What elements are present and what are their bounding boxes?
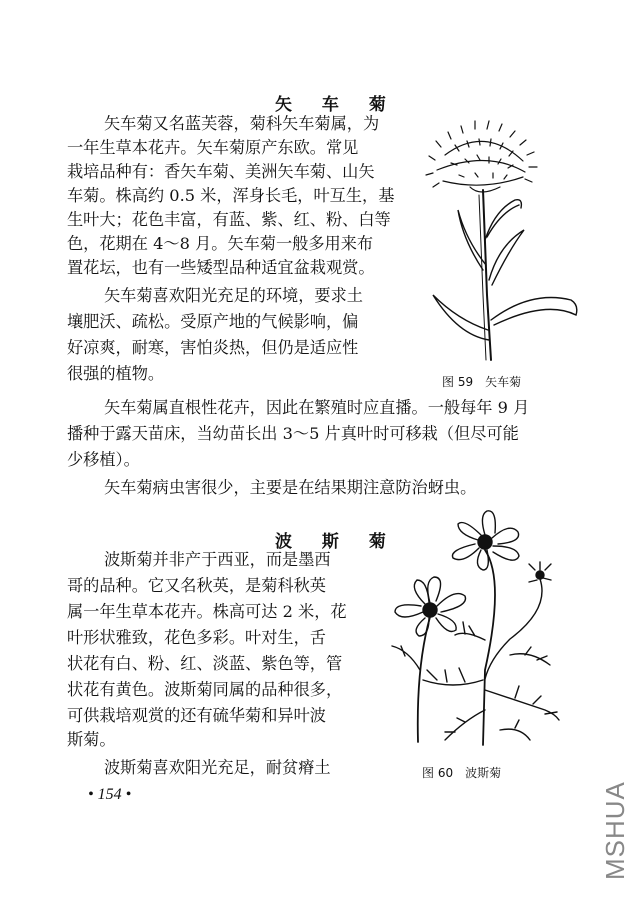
paragraph-line: 可供栽培观赏的还有硫华菊和异叶波	[67, 706, 326, 725]
paragraph-line: 属一年生草本花卉。株高可达 2 米，花	[67, 602, 347, 621]
paragraph-line: 矢车菊属直根性花卉，因此在繁殖时应直播。一般每年 9 月	[104, 398, 530, 417]
paragraph-line: 少移植）。	[67, 450, 140, 469]
watermark: MSHUA	[600, 781, 630, 880]
paragraph-line: 矢车菊喜欢阳光充足的环境，要求土	[104, 286, 363, 305]
paragraph-line: 置花坛，也有一些矮型品种适宜盆栽观赏。	[67, 258, 375, 277]
paragraph-line: 状花有白、粉、红、淡蓝、紫色等，管	[67, 654, 343, 673]
paragraph-line: 车菊。株高约 0.5 米，浑身长毛，叶互生，基	[67, 186, 395, 205]
paragraph-line: 好凉爽，耐寒，害怕炎热，但仍是适应性	[67, 338, 359, 357]
cosmos-illustration-icon	[385, 510, 580, 755]
figure-caption-59: 图 59 矢车菊	[442, 375, 522, 389]
paragraph-line: 色，花期在 4～8 月。矢车菊一般多用来布	[67, 234, 374, 253]
paragraph-line: 哥的品种。它又名秋英，是菊科秋英	[67, 576, 326, 595]
paragraph-line: 斯菊。	[67, 730, 116, 749]
paragraph-line: 壤肥沃、疏松。受原产地的气候影响，偏	[67, 312, 359, 331]
paragraph-line: 播种于露天苗床，当幼苗长出 3～5 片真叶时可移栽（但尽可能	[67, 424, 519, 443]
paragraph-line: 状花有黄色。波斯菊同属的品种很多，	[67, 680, 343, 699]
paragraph-line: 波斯菊喜欢阳光充足，耐贫瘠土	[104, 758, 331, 777]
paragraph-line: 叶形状雅致，花色多彩。叶对生，舌	[67, 628, 326, 647]
paragraph-line: 一年生草本花卉。矢车菊原产东欧。常见	[67, 138, 359, 157]
paragraph-line: 很强的植物。	[67, 364, 165, 383]
section-title-cornflower: 矢 车 菊	[275, 95, 398, 115]
paragraph-line: 矢车菊又名蓝芙蓉，菊科矢车菊属，为	[104, 114, 380, 133]
paragraph-line: 生叶大；花色丰富，有蓝、紫、红、粉、白等	[67, 210, 391, 229]
figure-caption-60: 图 60 波斯菊	[422, 766, 502, 780]
cornflower-illustration-icon	[415, 115, 585, 365]
section-title-cosmos: 波 斯 菊	[275, 532, 398, 552]
paragraph-line: 矢车菊病虫害很少，主要是在结果期注意防治蚜虫。	[104, 478, 477, 497]
page-number: • 154 •	[88, 786, 132, 803]
paragraph-line: 栽培品种有：香矢车菊、美洲矢车菊、山矢	[67, 162, 375, 181]
paragraph-line: 波斯菊并非产于西亚，而是墨西	[104, 550, 331, 569]
